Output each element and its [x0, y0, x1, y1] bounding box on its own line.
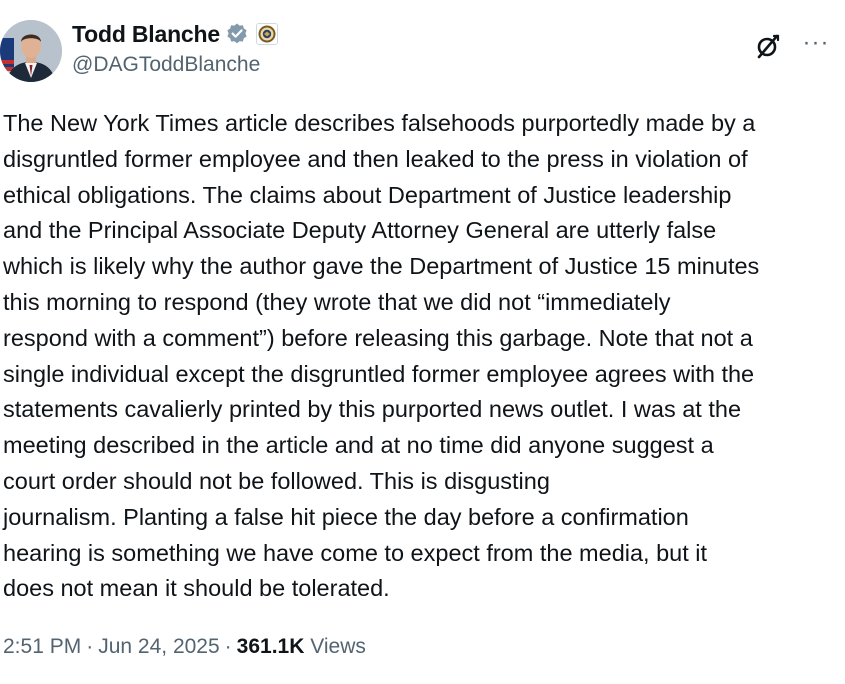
- avatar[interactable]: [0, 20, 62, 82]
- meta-separator: ·: [86, 635, 94, 658]
- tweet-text-line: hearing is something we have come to expect from the media, but it: [3, 539, 708, 566]
- tweet-text-line: respond with a comment”) before releasing this garbage. Note that not a: [3, 324, 753, 351]
- author-handle[interactable]: @DAGToddBlanche: [72, 53, 261, 76]
- tweet-text: [3, 106, 845, 607]
- more-options-button[interactable]: ···: [802, 29, 830, 56]
- tweet-text-line: meeting described in the article and at no time did anyone suggest a: [3, 432, 714, 459]
- tweet-text-line: single individual except the disgruntled former employee agrees with the: [3, 360, 755, 387]
- display-name[interactable]: Todd Blanche: [72, 20, 220, 47]
- name-row: [72, 19, 278, 49]
- doj-seal-icon[interactable]: [256, 23, 278, 45]
- tweet-date[interactable]: Jun 24, 2025: [98, 635, 220, 658]
- meta-separator: ·: [224, 635, 232, 658]
- tweet-meta: [3, 632, 366, 662]
- views-count[interactable]: 361.1K: [236, 635, 305, 658]
- tweet-header: [0, 10, 845, 90]
- tweet-text-line: disgruntled former employee and then leaked to the press in violation of: [3, 145, 748, 172]
- tweet-text-line: journalism. Planting a false hit piece the day before a confirmation: [3, 503, 689, 530]
- tweet-text-line: ethical obligations. The claims about Department of Justice leadership: [3, 181, 732, 208]
- tweet-text-line: The New York Times article describes falsehoods purportedly made by a: [3, 110, 756, 136]
- tweet-text-line: this morning to respond (they wrote that we did not “immediately: [3, 288, 671, 315]
- verified-badge-icon: [225, 22, 249, 46]
- grok-icon[interactable]: [754, 32, 782, 60]
- tweet-time[interactable]: 2:51 PM: [3, 635, 82, 658]
- tweet-text-line: which is likely why the author gave the Department of Justice 15 minutes: [3, 253, 760, 280]
- author-names: [72, 19, 278, 77]
- avatar-image: [0, 20, 62, 82]
- tweet-text-line: and the Principal Associate Deputy Attorney General are utterly false: [3, 217, 717, 244]
- tweet-text-line: does not mean it should be tolerated.: [3, 575, 390, 602]
- views-label: Views: [310, 635, 366, 658]
- tweet-text-line: statements cavalierly printed by this purported news outlet. I was at the: [3, 396, 742, 423]
- tweet-text-line: court order should not be followed. This is disgusting: [3, 467, 550, 494]
